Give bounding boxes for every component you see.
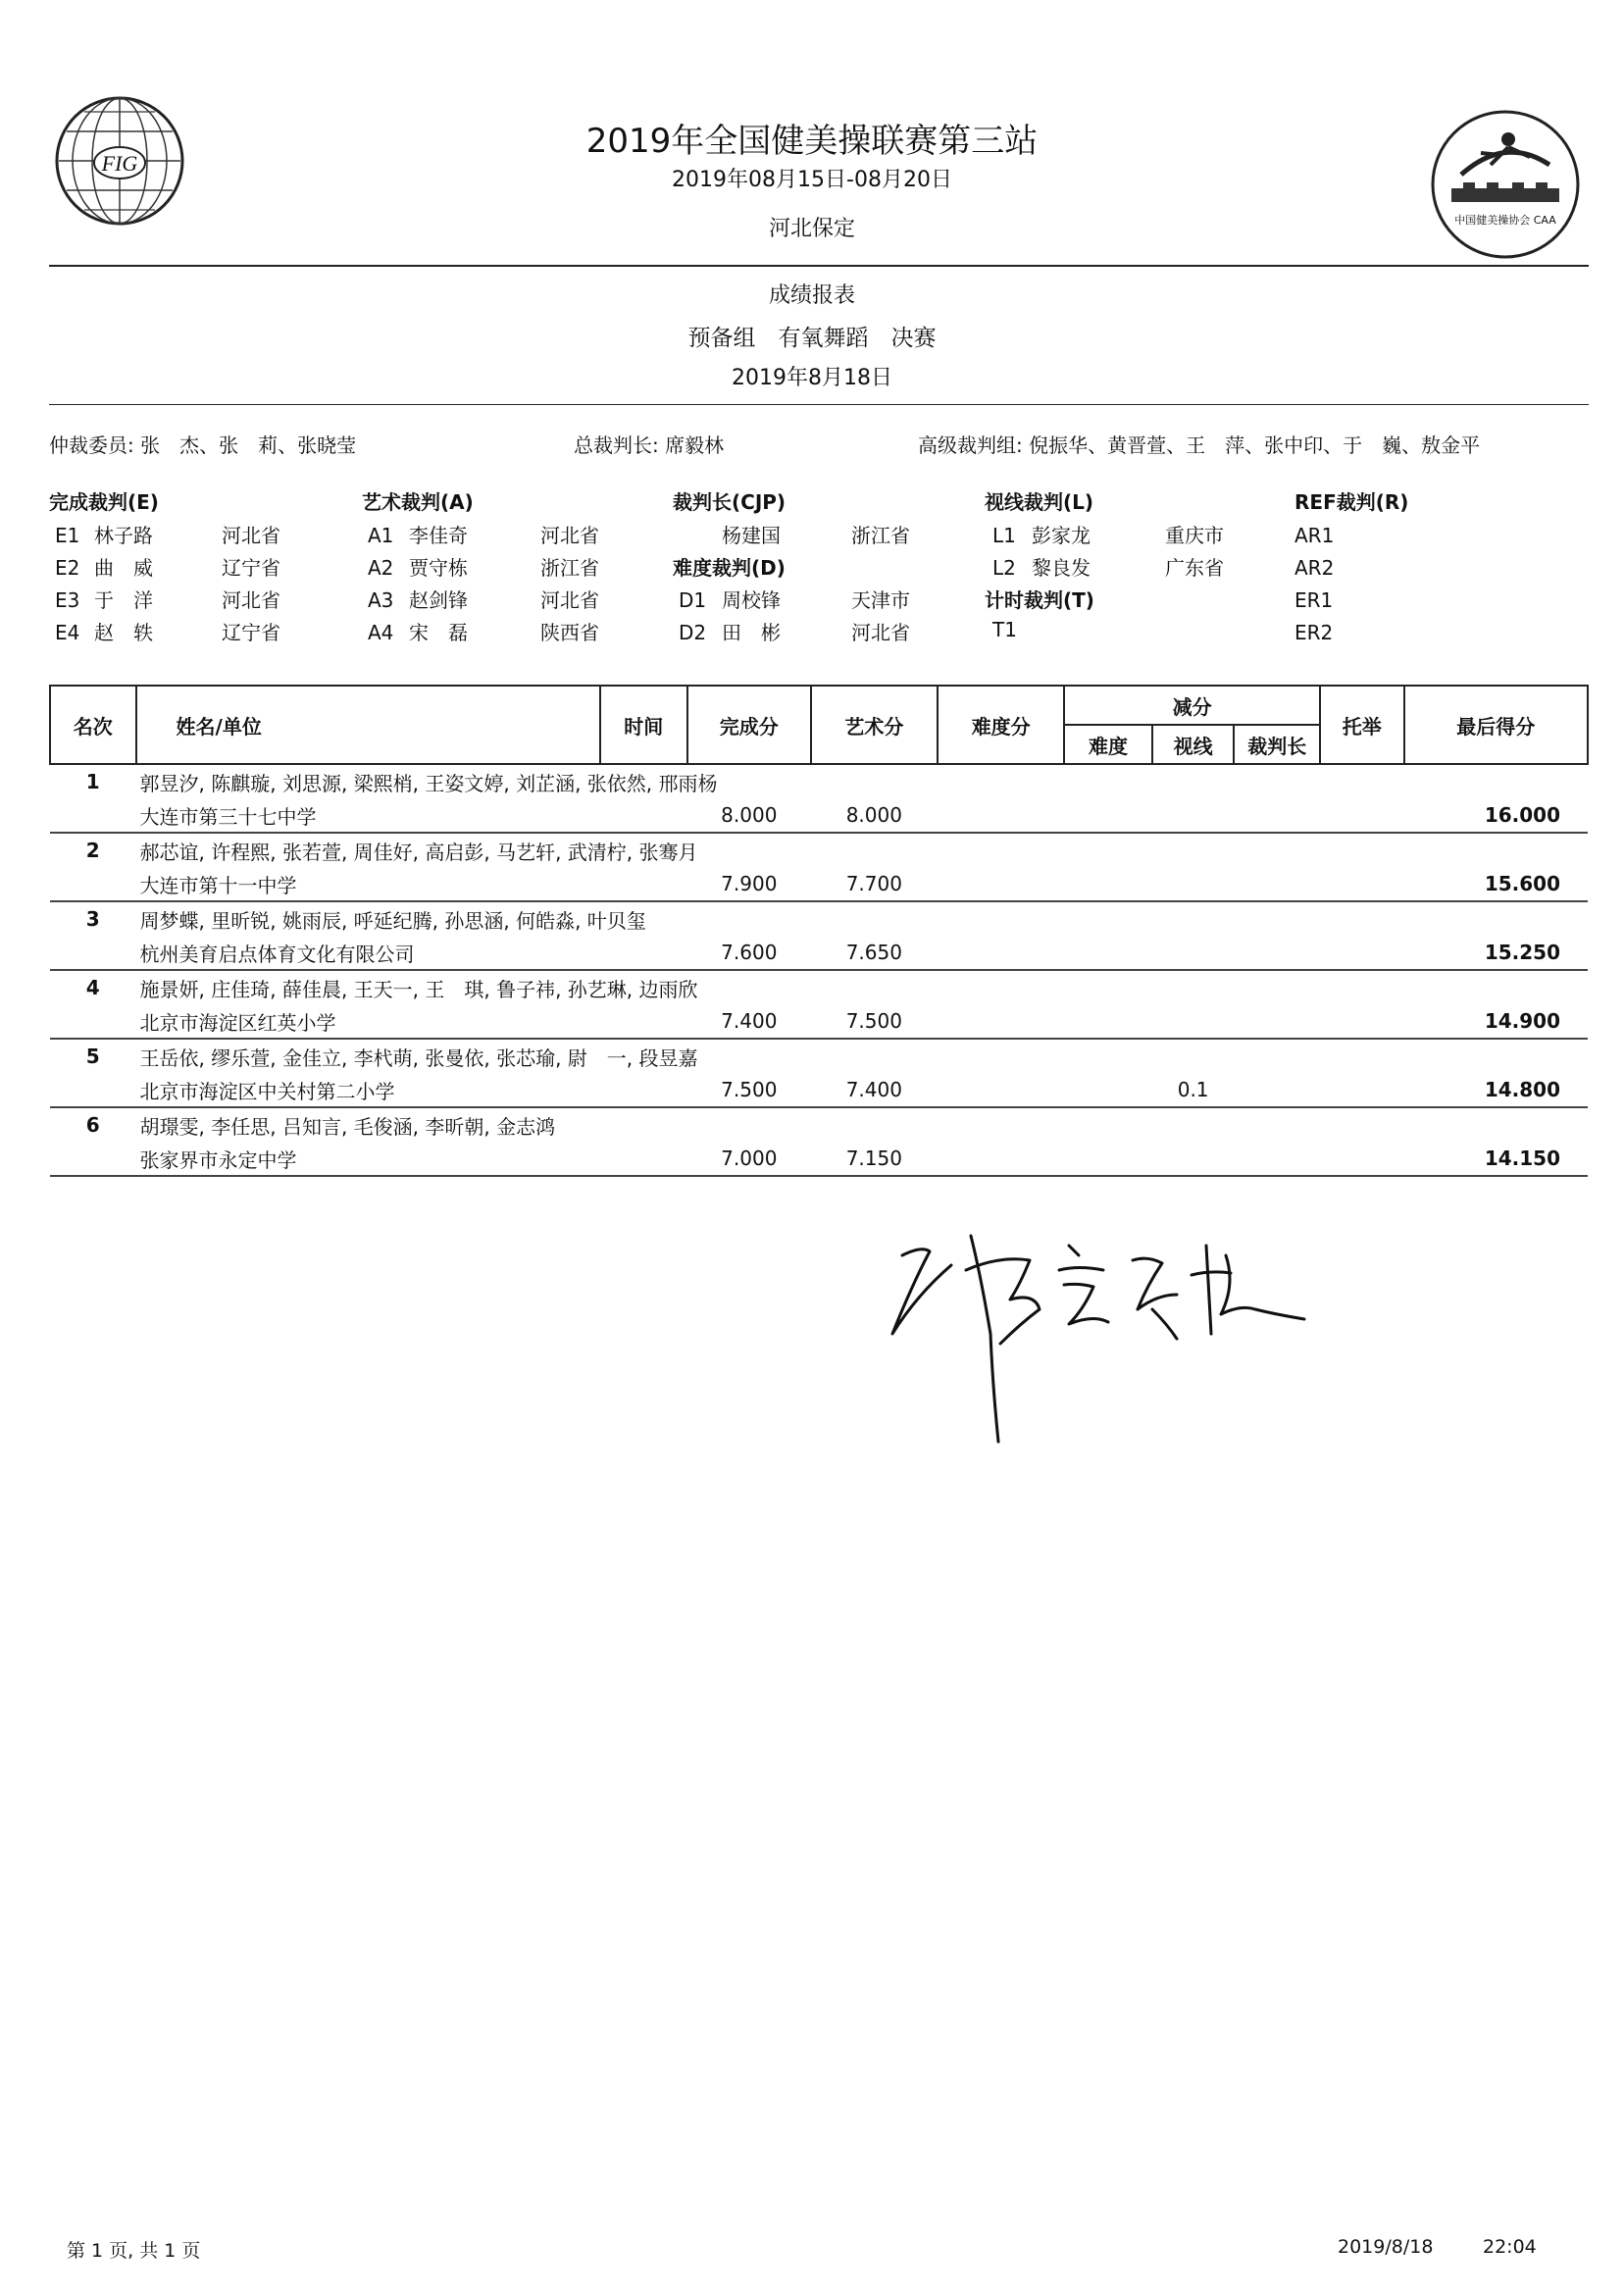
header-name: 姓名/单位 <box>136 686 600 764</box>
footer-date: 2019/8/18 <box>1338 2236 1434 2258</box>
ref-code: ER2 <box>1294 621 1334 644</box>
jury-committee <box>49 430 356 458</box>
athlete-names: 胡璟雯, 李任思, 吕知言, 毛俊涵, 李昕朝, 金志鸿 <box>139 1114 556 1139</box>
report-date: 2019年8月18日 <box>732 366 892 390</box>
rank-cell: 4 <box>85 976 100 999</box>
exec-score: 8.000 <box>687 798 811 833</box>
unit-name: 大连市第十一中学 <box>136 867 600 901</box>
table-row <box>50 1039 1588 1073</box>
athlete-names: 郝芯谊, 许程熙, 张若萱, 周佳好, 高启彭, 马艺轩, 武清柠, 张骞月 <box>139 840 698 864</box>
table-row <box>50 833 1588 867</box>
judge-row: A2 贾守栋 浙江省 <box>368 556 599 580</box>
timer-judge-code: T1 <box>992 618 1017 641</box>
chief-judge <box>574 430 724 458</box>
exec-score: 7.500 <box>687 1073 811 1107</box>
competition-location: 河北保定 <box>768 217 855 241</box>
final-score: 14.900 <box>1404 1004 1588 1039</box>
athlete-names: 郭昱汐, 陈麒璇, 刘思源, 梁熙梢, 王姿文婷, 刘芷涵, 张依然, 邢雨杨 <box>139 771 718 795</box>
exec-score: 7.000 <box>687 1142 811 1176</box>
header-diff: 难度分 <box>938 686 1064 764</box>
ref-code: AR1 <box>1294 524 1335 547</box>
chief-judge-signature <box>883 1216 1314 1461</box>
judge-row: D1 周校锋 天津市 <box>679 588 910 612</box>
table-row <box>50 1073 1588 1107</box>
line-judges-title: 视线裁判(L) <box>985 490 1094 514</box>
competition-dates: 2019年08月15日-08月20日 <box>672 168 952 192</box>
header-time: 时间 <box>600 686 688 764</box>
judge-row: D2 田 彬 河北省 <box>679 621 910 644</box>
athlete-names: 施景妍, 庄佳琦, 薛佳晨, 王天一, 王 琪, 鲁子祎, 孙艺琳, 边雨欣 <box>139 977 698 1001</box>
ref-judges-title: REF裁判(R) <box>1294 490 1409 514</box>
senior-label: 高级裁判组: <box>918 433 1023 457</box>
judge-row: L1 彭家龙 重庆市 <box>992 524 1224 547</box>
final-score: 14.150 <box>1404 1142 1588 1176</box>
art-score: 8.000 <box>811 798 939 833</box>
cjp-name: 杨建国 <box>722 524 781 547</box>
table-row <box>50 1107 1588 1142</box>
fig-logo-text: FIG <box>101 151 138 176</box>
unit-name: 北京市海淀区红英小学 <box>136 1004 600 1039</box>
cjp-title: 裁判长(CJP) <box>673 490 787 514</box>
rank-cell: 6 <box>85 1113 100 1137</box>
senior-names: 倪振华、黄晋萱、王 萍、张中印、于 巍、敖金平 <box>1029 433 1481 457</box>
art-score: 7.400 <box>811 1073 939 1107</box>
jury-label: 仲裁委员: <box>49 433 134 457</box>
unit-name: 张家界市永定中学 <box>136 1142 600 1176</box>
line-deduction <box>1152 798 1235 833</box>
athlete-names: 王岳依, 缪乐萱, 金佳立, 李杙萌, 张曼依, 张芯瑜, 尉 一, 段昱嘉 <box>139 1045 698 1070</box>
header-deduct-diff: 难度 <box>1064 725 1152 764</box>
execution-judges <box>55 520 280 649</box>
rank-cell: 1 <box>85 770 100 793</box>
header-deduct-line: 视线 <box>1152 725 1235 764</box>
art-score: 7.700 <box>811 867 939 901</box>
execution-judges-title: 完成裁判(E) <box>49 490 159 514</box>
judge-row: A3 赵剑锋 河北省 <box>368 588 599 612</box>
judge-row: E2 曲 威 辽宁省 <box>55 556 280 580</box>
table-row <box>50 936 1588 970</box>
header-divider <box>49 265 1589 267</box>
rank-cell: 2 <box>85 839 100 862</box>
line-judges <box>992 520 1224 585</box>
final-score: 16.000 <box>1404 798 1588 833</box>
chief-name: 席毅林 <box>665 433 725 457</box>
difficulty-judges-title: 难度裁判(D) <box>673 556 786 580</box>
line-deduction: 0.1 <box>1152 1073 1235 1107</box>
artistic-judges-title: 艺术裁判(A) <box>362 490 474 514</box>
results-table <box>49 685 1589 1177</box>
art-score: 7.650 <box>811 936 939 970</box>
difficulty-judges <box>679 585 910 649</box>
rank-cell: 3 <box>85 907 100 931</box>
rank-cell: 5 <box>85 1045 100 1068</box>
report-title: 成绩报表 <box>768 283 855 308</box>
line-deduction <box>1152 1142 1235 1176</box>
athlete-names: 周梦蝶, 里昕锐, 姚雨辰, 呼延纪腾, 孙思涵, 何皓淼, 叶贝玺 <box>139 908 646 933</box>
footer-time: 22:04 <box>1483 2236 1537 2258</box>
judge-row: L2 黎良发 广东省 <box>992 556 1224 580</box>
judge-row: E3 于 洋 河北省 <box>55 588 280 612</box>
report-divider <box>49 404 1589 405</box>
jury-names: 张 杰、张 莉、张晓莹 <box>140 433 357 457</box>
header-rank: 名次 <box>50 686 136 764</box>
ref-code: ER1 <box>1294 588 1334 612</box>
final-score: 15.250 <box>1404 936 1588 970</box>
judge-row: E1 林子路 河北省 <box>55 524 280 547</box>
table-row <box>50 867 1588 901</box>
header-deduct-cjp: 裁判长 <box>1234 725 1320 764</box>
exec-score: 7.900 <box>687 867 811 901</box>
senior-judges <box>918 430 1480 458</box>
ref-judges <box>1294 520 1334 649</box>
exec-score: 7.400 <box>687 1004 811 1039</box>
table-row <box>50 798 1588 833</box>
judge-row: A1 李佳奇 河北省 <box>368 524 599 547</box>
header-exec: 完成分 <box>687 686 811 764</box>
table-row <box>50 1004 1588 1039</box>
header-lift: 托举 <box>1320 686 1404 764</box>
event-line: 预备组 有氧舞蹈 决赛 <box>687 326 937 351</box>
final-score: 15.600 <box>1404 867 1588 901</box>
header-final: 最后得分 <box>1404 686 1588 764</box>
ref-code: AR2 <box>1294 556 1335 580</box>
judge-row: E4 赵 轶 辽宁省 <box>55 621 280 644</box>
table-row <box>50 901 1588 936</box>
unit-name: 北京市海淀区中关村第二小学 <box>136 1073 600 1107</box>
artistic-judges <box>368 520 599 649</box>
caa-logo-text: 中国健美操协会 CAA <box>1454 214 1556 227</box>
unit-name: 杭州美育启点体育文化有限公司 <box>136 936 600 970</box>
final-score: 14.800 <box>1404 1073 1588 1107</box>
line-deduction <box>1152 867 1235 901</box>
table-row <box>50 1142 1588 1176</box>
header-deduction: 减分 <box>1064 686 1320 725</box>
timer-judges-title: 计时裁判(T) <box>985 588 1094 612</box>
chief-label: 总裁判长: <box>574 433 659 457</box>
competition-title: 2019年全国健美操联赛第三站 <box>585 122 1039 161</box>
unit-name: 大连市第三十七中学 <box>136 798 600 833</box>
page-number: 第 1 页, 共 1 页 <box>67 2240 201 2262</box>
line-deduction <box>1152 936 1235 970</box>
art-score: 7.150 <box>811 1142 939 1176</box>
art-score: 7.500 <box>811 1004 939 1039</box>
line-deduction <box>1152 1004 1235 1039</box>
judge-row: A4 宋 磊 陕西省 <box>368 621 599 644</box>
cjp-province: 浙江省 <box>851 524 910 547</box>
exec-score: 7.600 <box>687 936 811 970</box>
table-row <box>50 764 1588 798</box>
table-row <box>50 970 1588 1004</box>
header-art: 艺术分 <box>811 686 939 764</box>
